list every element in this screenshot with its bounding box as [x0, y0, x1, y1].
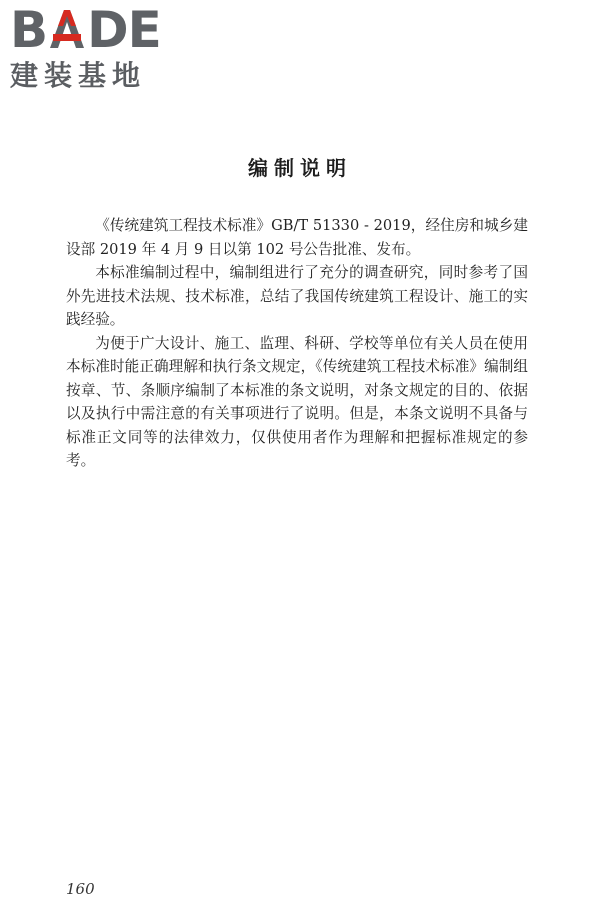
- logo-subtitle: 建装基地: [10, 59, 147, 92]
- logo-letter-b: B: [10, 1, 48, 59]
- logo-letters-de: DE: [87, 1, 161, 59]
- paragraph-approval: 《传统建筑工程技术标准》GB/T 51330 - 2019，经住房和城乡建设部 2019 年 4 月 9 日以第 102 号公告批准、发布。: [66, 217, 528, 258]
- logo-letter-a: [47, 4, 87, 56]
- paragraph-purpose: 为便于广大设计、施工、监理、科研、学校等单位有关人员在使用本标准时能正确理解和执行条文规定，《传统建筑工程技术标准》编制组按章、节、条顺序编制了本标准的条文说明，对条文规定的目的、依据以及执行中需注意的有关事项进行了说明。但是，本条文说明不具备与标准正文同等的法律效力，仅供使用者作为理解和把握标准规定的参考。: [66, 334, 528, 469]
- page-number: 160: [66, 880, 95, 898]
- paragraph-process: 本标准编制过程中，编制组进行了充分的调查研究，同时参考了国外先进技术法规、技术标准，总结了我国传统建筑工程设计、施工的实践经验。: [66, 264, 528, 328]
- bade-logo: [8, 1, 178, 96]
- document-body: [66, 214, 528, 473]
- logo-a-mark: [47, 4, 87, 56]
- page-title: 编制说明: [248, 156, 352, 180]
- logo-wordmark: [10, 1, 161, 59]
